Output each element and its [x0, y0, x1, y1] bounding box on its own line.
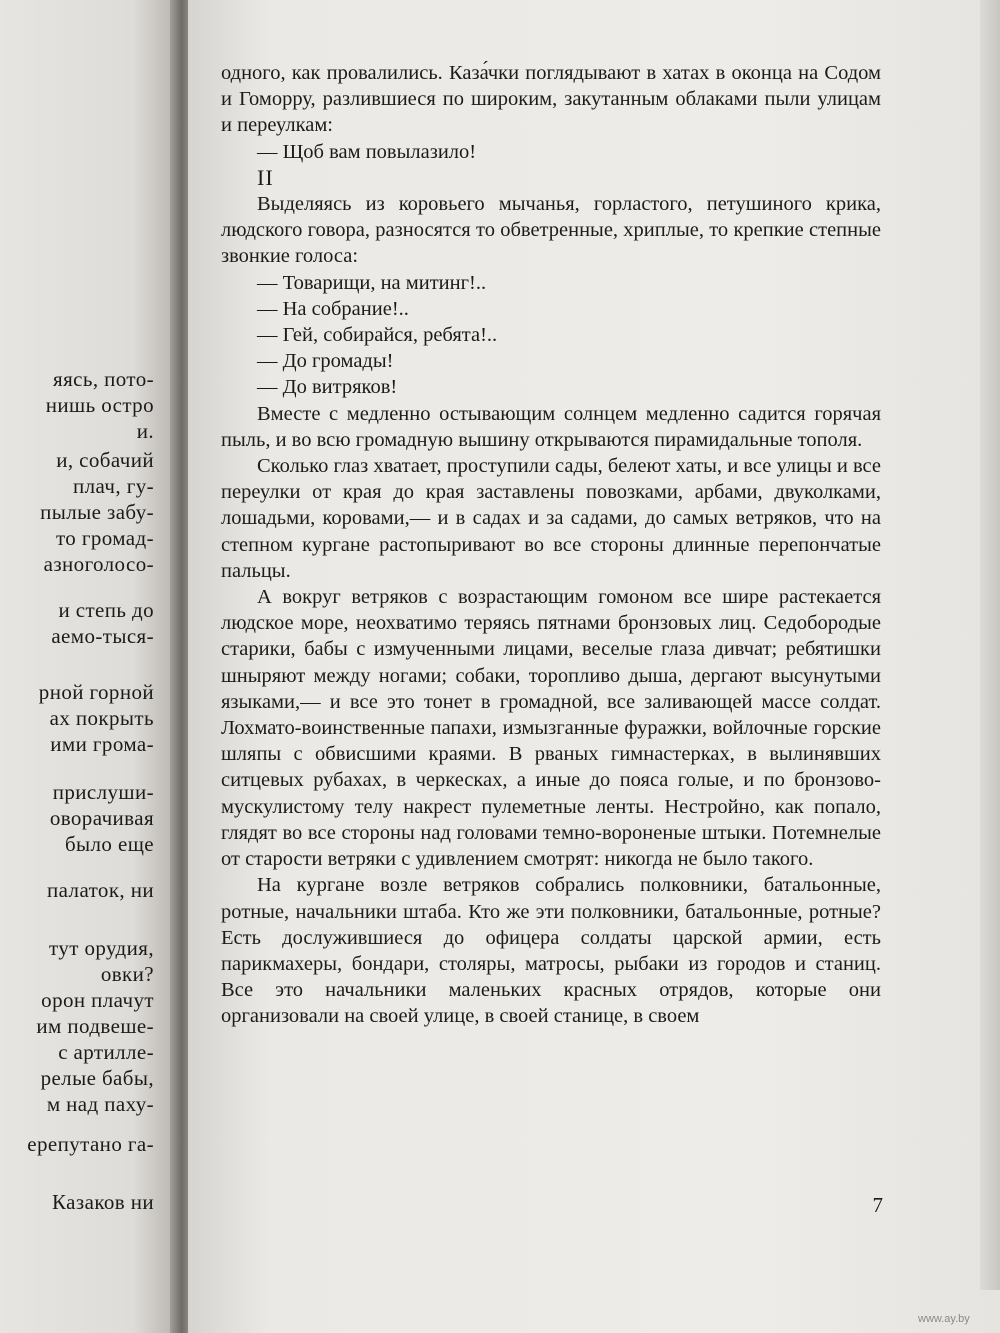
left-page-line: нишь остро: [45, 393, 154, 417]
left-page-line: Казаков ни: [52, 1190, 154, 1214]
dialog-line: — На собрание!..: [257, 297, 409, 320]
left-page-line: оворачивая: [49, 806, 154, 830]
left-page-line: и степь до: [58, 598, 154, 622]
paragraph: Сколько глаз хватает, проступили сады, белеют хаты, и все улицы и все переулки от края до края заставлены повозками, арбами, двуколками, лошадьми, коровами,— и в садах и за садами, до самых ветряков, что на степном кургане растопыривают во все стороны длинные перепончатые пальцы.: [221, 455, 881, 582]
page-edge: [980, 0, 1000, 1290]
dialog-line: — Гей, собирайся, ребята!..: [257, 324, 498, 347]
left-page-line: релые бабы,: [40, 1066, 154, 1090]
left-page-line: ах покрыть: [49, 706, 154, 730]
left-page-line: прислуши-: [52, 780, 154, 804]
left-page-line: ерепутано га-: [27, 1132, 154, 1156]
left-page-line: аемо-тыся-: [51, 624, 154, 648]
dialog-line: — Щоб вам повылазило!: [257, 140, 477, 163]
left-page-line: и.: [136, 419, 154, 443]
section-heading: II: [257, 164, 274, 190]
watermark: www.ay.by: [918, 1313, 970, 1325]
left-page-line: то громад-: [55, 526, 154, 550]
left-page-line: пылые забу-: [40, 500, 154, 524]
left-page-line: рной горной: [38, 680, 154, 704]
dialog-line: — Товарищи, на митинг!..: [257, 271, 487, 294]
left-page-text: [0, 0, 168, 1333]
left-page-line: орон плачут: [41, 988, 154, 1012]
left-page-line: было еще: [64, 832, 154, 856]
paragraph: Выделяясь из коровьего мычанья, горластого, петушиного крика, людского говора, разносятся то обветренные, хриплые, то крепкие степные звонкие голоса:: [221, 193, 881, 268]
paragraph: А вокруг ветряков с возрастающим гомоном все шире растекается людское море, неохватимо теряясь пятнами бронзовых лиц. Седобородые старики, бабы с измученными лицами, веселые глаза дивчат; ребятишки шныряют между ногами; собаки, торопливо дыша, дергают высунутыми языками,— и все это тонет в громадной, все заливающей массе солдат. Лохмато-воинственные папахи, измызганные фуражки, войлочные горские шляпы с обвисшими краями. В рваных гимнастерках, в вылинявших ситцевых рубахах, в черкесках, а иные до пояса голые, и по бронзово-мускулистому телу накрест пулеметные ленты. Нестройно, как попало, глядят во все стороны над головами темно-вороненые штыки. Потемнелые от старости ветряки с удивлением смотрят: никогда не было такого.: [221, 586, 881, 871]
left-page-line: тут орудия,: [49, 936, 154, 960]
left-page-line: и, собачий: [56, 448, 154, 472]
left-page-line: овки?: [100, 962, 154, 986]
left-page-line: с артилле-: [58, 1040, 154, 1064]
left-page-line: яясь, пото-: [53, 367, 154, 391]
left-page-line: азноголосо-: [43, 552, 154, 576]
page-number: 7: [872, 1193, 883, 1217]
main-text: [221, 60, 881, 1030]
left-page-line: ими грома-: [50, 732, 154, 756]
paragraph: Вместе с медленно остывающим солнцем медленно садится горячая пыль, и во всю громадную вышину открываются пирамидальные тополя.: [221, 402, 881, 451]
dialog-line: — До витряков!: [257, 376, 398, 399]
left-page-line: плач, гу-: [73, 474, 154, 498]
left-page: [0, 0, 178, 1333]
paragraph: На кургане возле ветряков собрались полковники, батальонные, ротные, начальники штаба. Кто же эти полковники, батальонные, ротные? Есть дослужившиеся до офицера солдаты царской армии, есть парикмахеры, бондари, столяры, матросы, рыбаки из городов и станиц. Все это начальники маленьких красных отрядов, которые они организовали на своей улице, в своей станице, в своем: [221, 874, 881, 1028]
left-page-line: м над паху-: [46, 1092, 154, 1116]
dialog-line: — До громады!: [257, 350, 394, 373]
left-page-line: им подвеше-: [36, 1014, 154, 1038]
left-page-line: палаток, ни: [47, 878, 154, 902]
paragraph: одного, как провалились. Каза́чки поглядывают в хатах в оконца на Содом и Гоморру, разлившиеся по широким, закутанным облаками пыли улицам и переулкам:: [221, 62, 881, 137]
